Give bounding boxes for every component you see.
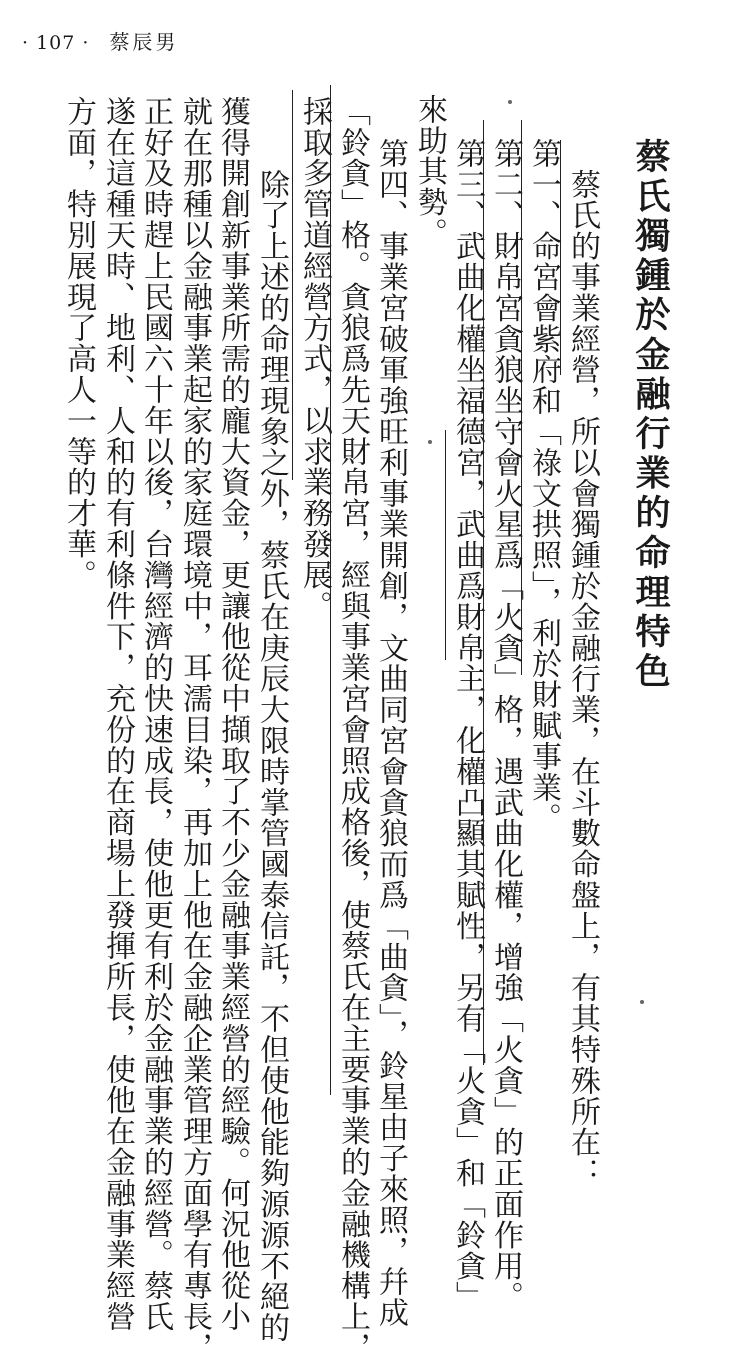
body-column-9: 除了上述的命理現象之外，蔡氏在庚辰大限時掌管國泰信託，不但使他能夠源源不絕的 [254,138,289,1344]
body-column-11: 就在那種以金融事業起家的家庭環境中，耳濡目染，再加上他在金融企業管理方面學有專長， [177,96,212,1363]
underline-mark [292,90,293,480]
body-column-13: 遂在這種天時、地利、人和的有利條件下，充份的在商場上發揮所長，使他在金融事業經營 [100,96,135,1332]
stray-mark [508,100,512,104]
body-column-14: 方面，特別展現了高人一等的才華。 [61,96,96,591]
underline-mark [445,430,446,660]
body-column-1: 蔡氏的事業經營，所以會獨鍾於金融行業，在斗數命盤上，有其特殊所在： [565,138,600,1189]
body-column-6: 第四、事業宮破軍強旺利事業開創，文曲同宮會貪狼而爲「曲貪」，鈴星由子來照，幷成 [373,138,408,1329]
underline-mark [483,120,484,1065]
body-column-3: 第二、財帛宮貪狼坐守會火星爲「火貪」格，遇武曲化權，增強「火貪」的正面作用。 [488,138,523,1313]
body-column-4: 第三、武曲化權坐福德宮，武曲爲財帛主，化權凸顯其賦性，另有「火貪」和「鈴貪」 [450,138,485,1313]
section-title: 蔡氏獨鍾於金融行業的命理特色 [630,138,671,693]
underline-mark [521,120,522,675]
body-column-5: 來助其勢。 [412,94,447,249]
body-column-10: 獲得開創新事業所需的龐大資金，更讓他從中擷取了不少金融事業經營的經驗。何況他從小 [215,96,250,1332]
running-header [22,26,178,55]
stray-mark [428,440,432,444]
page-number: · 107 · [22,32,90,54]
underline-mark [560,140,561,375]
running-author: 蔡辰男 [109,30,179,54]
body-column-7: 「鈴貪」格。貪狼爲先天財帛宮，經與事業宮會照成格後，使蔡氏在主要事業的金融機構上， [335,96,370,1363]
body-column-2: 第一、命宮會紫府和「祿文拱照」，利於財賦事業。 [526,138,561,834]
stray-mark [640,1000,644,1004]
body-column-12: 正好及時趕上民國六十年以後，台灣經濟的快速成長，使他更有利於金融事業的經營。蔡氏 [138,96,173,1332]
underline-mark [330,85,331,1095]
body-column-8: 採取多管道經營方式，以求業務發展。 [297,96,332,622]
